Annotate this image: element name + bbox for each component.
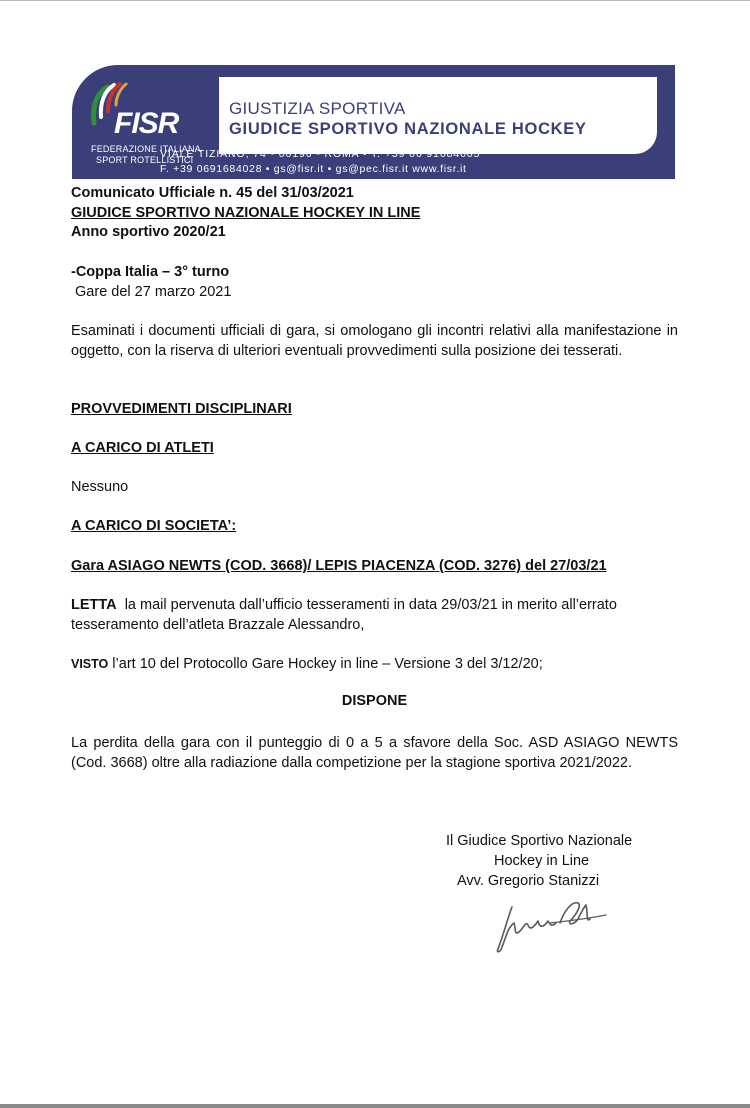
letta-label: LETTA [71, 597, 117, 613]
signature-name: Avv. Gregorio Stanizzi [457, 873, 600, 889]
signature-role: Il Giudice Sportivo Nazionale [446, 833, 633, 849]
banner-title-panel [219, 77, 657, 154]
intro-paragraph: Esaminati i documenti ufficiali di gara, si omologano gli incontri relativi alla manifestazione in oggetto, con la riserva di ulteriori eventuali provvedimenti sulla posizione dei tesserati. [71, 323, 678, 359]
banner-address-line2: F. +39 0691684028 • gs@fisr.it • gs@pec.fisr.it www.fisr.it [160, 163, 467, 175]
dispone-heading: DISPONE [341, 693, 408, 709]
logo-acronym: FISR [114, 107, 179, 140]
communique-number: Comunicato Ufficiale n. 45 del 31/03/2021 [71, 185, 354, 201]
banner-address-line1: VIALE TIZIANO, 74 - 00196 - ROMA • T. +39 06 91684005 [160, 148, 481, 160]
logo-federation-line2: SPORT ROTELLISTICI [96, 155, 194, 165]
visto-text: l’art 10 del Protocollo Gare Hockey in line – Versione 3 del 3/12/20; [108, 656, 543, 672]
visto-line [71, 654, 543, 674]
banner-title-line2: GIUDICE SPORTIVO NAZIONALE HOCKEY [229, 120, 587, 138]
section-disciplinary: PROVVEDIMENTI DISCIPLINARI [71, 401, 292, 417]
banner-title-line1: GIUSTIZIA SPORTIVA [229, 99, 406, 118]
competition: -Coppa Italia – 3° turno [71, 264, 230, 280]
letta-text: la mail pervenuta dall’ufficio tesseramenti in data 29/03/21 in merito all’errato [116, 597, 617, 613]
letta-line [71, 595, 617, 615]
section-athletes: A CARICO DI ATLETI [71, 440, 214, 456]
visto-label: VISTO [71, 657, 109, 671]
page-bottom-edge [0, 1104, 750, 1108]
athletes-none: Nessuno [71, 479, 129, 495]
season: Anno sportivo 2020/21 [71, 224, 226, 240]
match-title: Gara ASIAGO NEWTS (COD. 3668)/ LEPIS PIACENZA (COD. 3276) del 27/03/21 [71, 558, 607, 574]
section-clubs: A CARICO DI SOCIETA’: [71, 518, 237, 534]
header-banner [72, 65, 675, 179]
body-title: GIUDICE SPORTIVO NAZIONALE HOCKEY IN LINE [71, 205, 421, 221]
signature-role-sport: Hockey in Line [494, 853, 590, 869]
letta-text-continued: tesseramento dell’atleta Brazzale Alessandro, [71, 617, 365, 633]
decision-paragraph: La perdita della gara con il punteggio di 0 a 5 a sfavore della Soc. ASD ASIAGO NEWTS (Cod. 3668) oltre alla radiazione dalla competizione per la stagione sportiva 2021/2022. [71, 735, 678, 771]
handwritten-signature-icon [490, 893, 610, 958]
logo-federation-line1: FEDERAZIONE ITALIANA [91, 144, 201, 154]
games-date: Gare del 27 marzo 2021 [71, 284, 232, 300]
page-top-edge [0, 0, 750, 1]
